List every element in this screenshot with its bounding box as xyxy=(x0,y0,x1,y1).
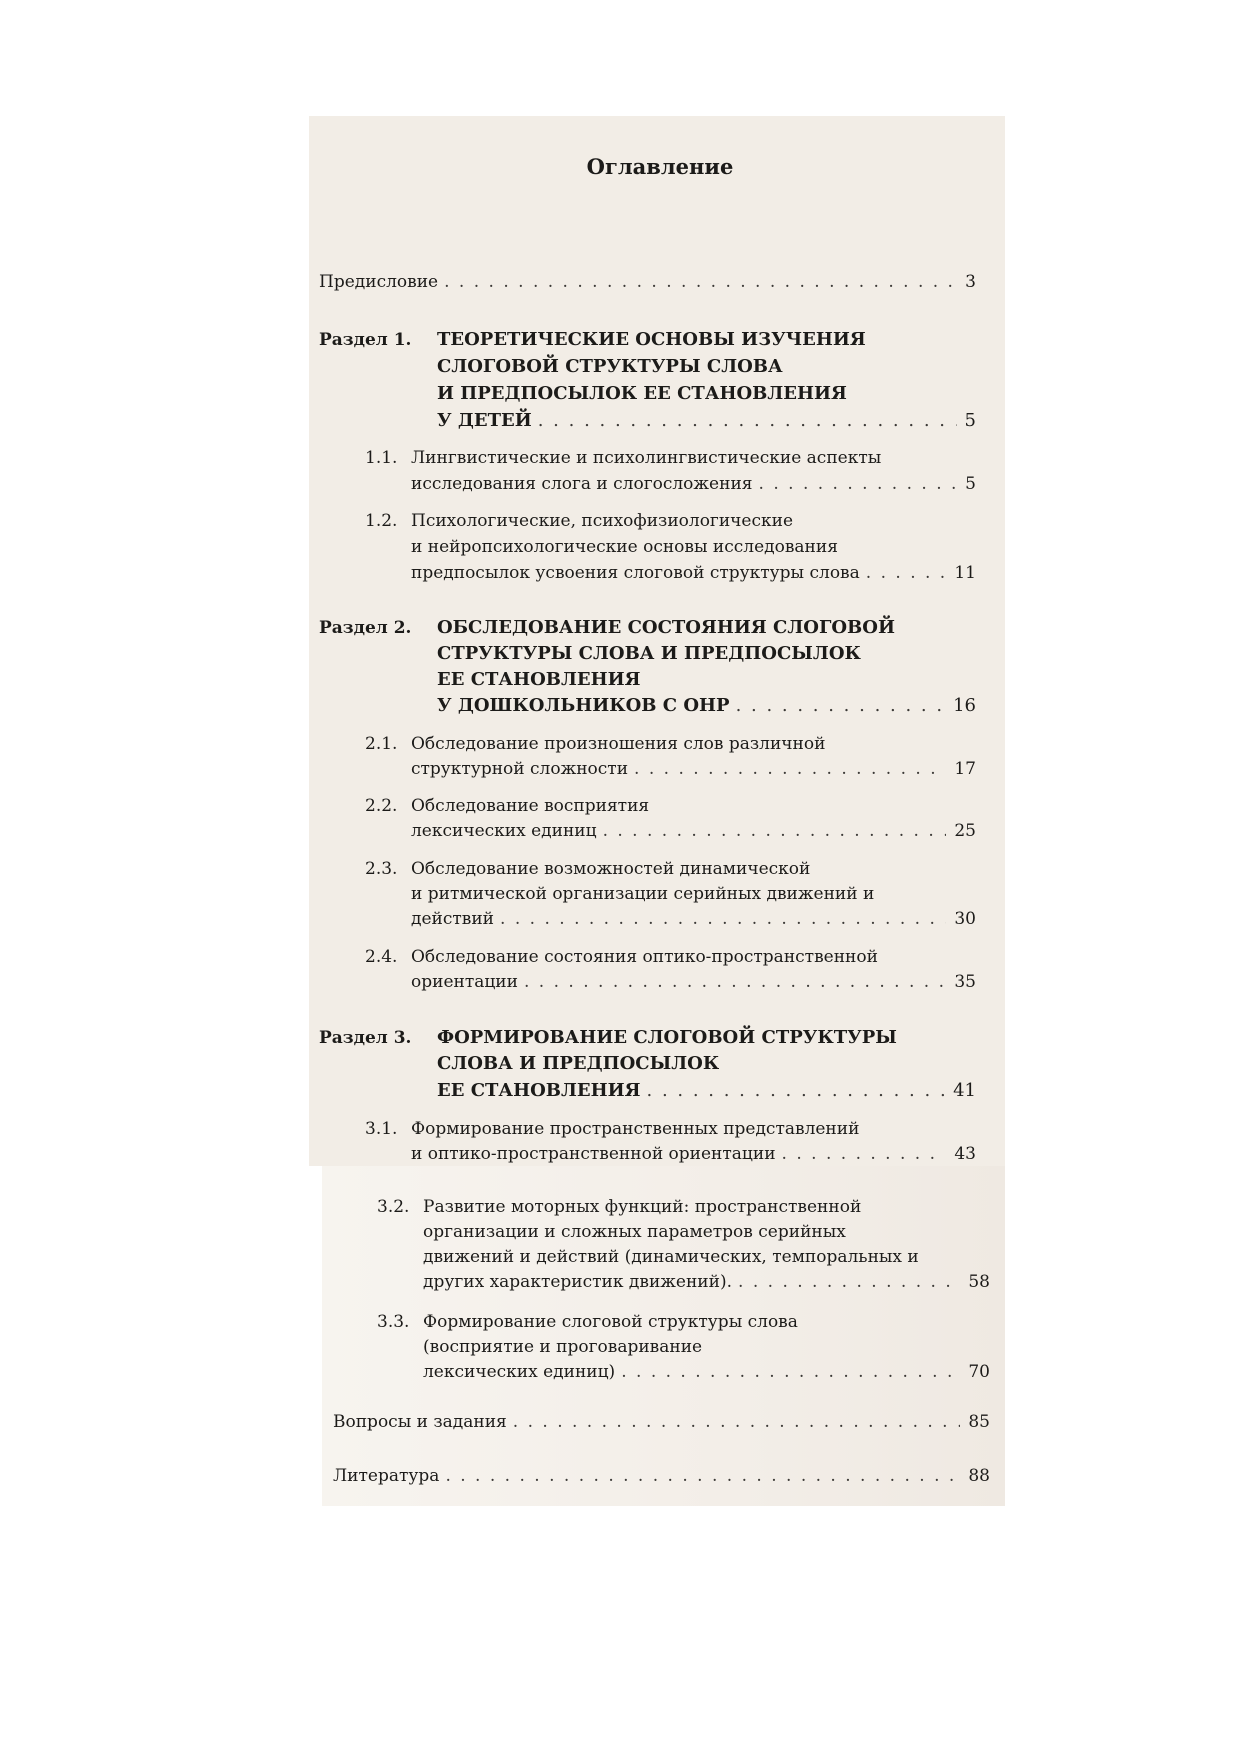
subsection-number: 2.4. xyxy=(365,947,398,967)
leader-dots xyxy=(736,692,946,720)
subsection-text: Обследование возможностей динамической xyxy=(411,859,811,879)
leader-dots xyxy=(738,1268,960,1296)
subsection-text: исследования слога и слогосложения xyxy=(411,474,753,494)
toc-page-number: 5 xyxy=(964,410,976,431)
toc-page-number: 5 xyxy=(965,474,976,494)
subsection-text: Обследование произношения слов различной xyxy=(411,734,826,754)
leader-dots xyxy=(759,470,958,498)
toc-entry-literature[interactable] xyxy=(333,1462,990,1490)
subsection-text: ориентации xyxy=(411,972,518,992)
section-title-line: ТЕОРЕТИЧЕСКИЕ ОСНОВЫ ИЗУЧЕНИЯ xyxy=(437,329,866,350)
section-label: Раздел 1. xyxy=(319,330,412,350)
leader-dots xyxy=(513,1408,961,1436)
subsection-text: и ритмической организации серийных движений и xyxy=(411,884,875,904)
subsection-number: 2.3. xyxy=(365,859,398,879)
subsection-text: других характеристик движений). xyxy=(423,1272,733,1292)
section-title-line: ЕЕ СТАНОВЛЕНИЯ xyxy=(437,669,641,690)
toc-entry-questions[interactable] xyxy=(333,1408,990,1436)
toc-page-number: 11 xyxy=(954,563,976,583)
section-title-line: ФОРМИРОВАНИЕ СЛОГОВОЙ СТРУКТУРЫ xyxy=(437,1027,897,1048)
toc-entry-2-3[interactable] xyxy=(411,905,976,933)
toc-entry-preface[interactable] xyxy=(319,268,976,296)
leader-dots xyxy=(500,905,946,933)
section-title-line: СЛОВА И ПРЕДПОСЫЛОК xyxy=(437,1053,720,1074)
toc-page-number: 88 xyxy=(968,1466,990,1486)
subsection-number: 2.1. xyxy=(365,734,398,754)
subsection-text: движений и действий (динамических, темпоральных и xyxy=(423,1247,919,1267)
subsection-text: Психологические, психофизиологические xyxy=(411,511,794,531)
leader-dots xyxy=(782,1140,947,1168)
toc-page-number: 58 xyxy=(968,1272,990,1292)
subsection-text: лексических единиц xyxy=(411,821,597,841)
leader-dots xyxy=(634,755,946,783)
section-title-line: ОБСЛЕДОВАНИЕ СОСТОЯНИЯ СЛОГОВОЙ xyxy=(437,617,895,638)
subsection-text: Обследование состояния оптико-пространственной xyxy=(411,947,878,967)
toc-page-number: 3 xyxy=(965,272,976,292)
toc-entry-text: Вопросы и задания xyxy=(333,1412,507,1432)
leader-dots xyxy=(538,407,957,435)
toc-entry-text: Литература xyxy=(333,1466,440,1486)
section-label: Раздел 3. xyxy=(319,1028,412,1048)
toc-page-number: 17 xyxy=(954,759,976,779)
leader-dots xyxy=(444,268,957,296)
toc-entry-3-2[interactable] xyxy=(423,1268,990,1296)
toc-page-number: 41 xyxy=(953,1080,976,1101)
subsection-text: лексических единиц) xyxy=(423,1362,616,1382)
toc-entry-text: Предисловие xyxy=(319,272,439,292)
subsection-text: (восприятие и проговаривание xyxy=(423,1337,703,1357)
toc-entry-section-1[interactable] xyxy=(437,407,976,435)
subsection-text: Формирование слоговой структуры слова xyxy=(423,1312,798,1332)
leader-dots xyxy=(866,559,947,587)
subsection-text: организации и сложных параметров серийных xyxy=(423,1222,846,1242)
toc-entry-section-3[interactable] xyxy=(437,1077,976,1105)
subsection-number: 1.1. xyxy=(365,448,398,468)
leader-dots xyxy=(445,1462,960,1490)
toc-entry-1-1[interactable] xyxy=(411,470,976,498)
leader-dots xyxy=(524,968,946,996)
toc-page-number: 35 xyxy=(954,972,976,992)
subsection-text: действий xyxy=(411,909,495,929)
section-title-line: ЕЕ СТАНОВЛЕНИЯ xyxy=(437,1080,641,1101)
toc-entry-section-2[interactable] xyxy=(437,692,976,720)
toc-page-number: 16 xyxy=(953,695,976,716)
leader-dots xyxy=(603,817,947,845)
section-title-line: У ДОШКОЛЬНИКОВ С ОНР xyxy=(437,695,730,716)
subsection-text: структурной сложности xyxy=(411,759,629,779)
subsection-number: 3.1. xyxy=(365,1119,398,1139)
subsection-text: Лингвистические и психолингвистические аспекты xyxy=(411,448,882,468)
toc-entry-2-4[interactable] xyxy=(411,968,976,996)
leader-dots xyxy=(647,1077,946,1105)
toc-entry-3-1[interactable] xyxy=(411,1140,976,1168)
toc-page-number: 85 xyxy=(968,1412,990,1432)
toc-entry-1-2[interactable] xyxy=(411,559,976,587)
section-title-line: СТРУКТУРЫ СЛОВА И ПРЕДПОСЫЛОК xyxy=(437,643,861,664)
subsection-number: 1.2. xyxy=(365,511,398,531)
toc-entry-3-3[interactable] xyxy=(423,1358,990,1386)
subsection-number: 3.3. xyxy=(377,1312,410,1332)
toc-page-number: 70 xyxy=(968,1362,990,1382)
subsection-text: предпосылок усвоения слоговой структуры слова xyxy=(411,563,860,583)
toc-page-number: 43 xyxy=(954,1144,976,1164)
subsection-text: Формирование пространственных представлений xyxy=(411,1119,860,1139)
section-label: Раздел 2. xyxy=(319,618,412,638)
subsection-number: 2.2. xyxy=(365,796,398,816)
page-title: Оглавление xyxy=(586,154,734,179)
section-title-line: У ДЕТЕЙ xyxy=(437,410,532,431)
subsection-text: Обследование восприятия xyxy=(411,796,650,816)
subsection-text: Развитие моторных функций: пространственной xyxy=(423,1197,862,1217)
toc-page-number: 30 xyxy=(954,909,976,929)
toc-entry-2-1[interactable] xyxy=(411,755,976,783)
section-title-line: И ПРЕДПОСЫЛОК ЕЕ СТАНОВЛЕНИЯ xyxy=(437,383,847,404)
subsection-text: и нейропсихологические основы исследования xyxy=(411,537,838,557)
toc-page-number: 25 xyxy=(954,821,976,841)
leader-dots xyxy=(621,1358,960,1386)
subsection-text: и оптико-пространственной ориентации xyxy=(411,1144,776,1164)
toc-entry-2-2[interactable] xyxy=(411,817,976,845)
subsection-number: 3.2. xyxy=(377,1197,410,1217)
section-title-line: СЛОГОВОЙ СТРУКТУРЫ СЛОВА xyxy=(437,356,783,377)
